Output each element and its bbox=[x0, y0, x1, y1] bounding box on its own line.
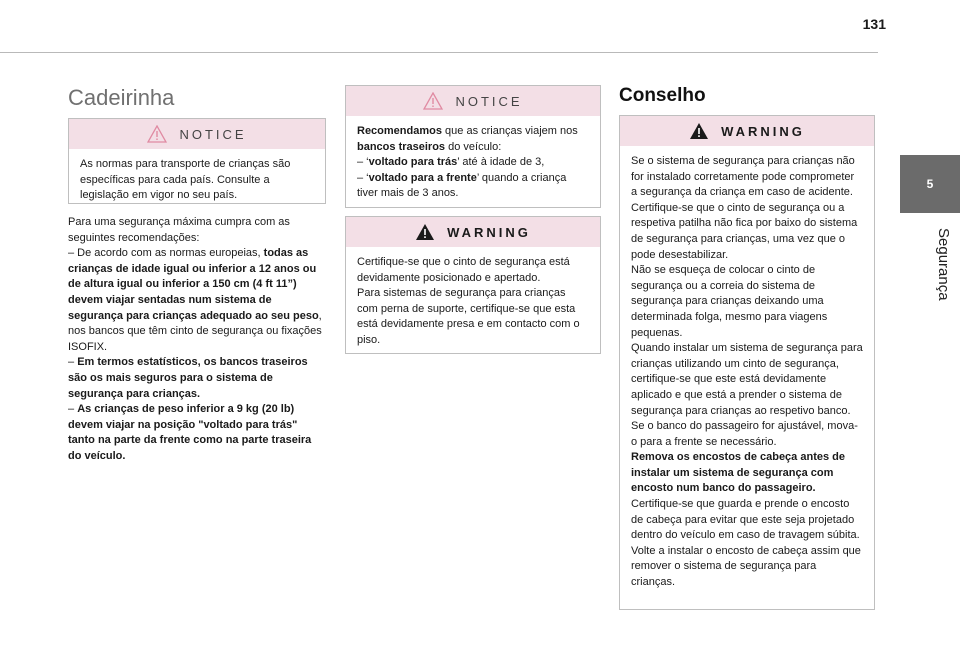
warning-header bbox=[620, 116, 874, 146]
notice-body bbox=[69, 149, 325, 212]
notice-line-2: – ‘voltado para a frente’ quando a criança tiver mais de 3 anos. bbox=[357, 171, 567, 199]
warning-label: WARNING bbox=[447, 224, 531, 240]
notice-box-norms bbox=[68, 118, 326, 204]
list-item-1: – De acordo com as normas europeias, todas as crianças de idade igual ou inferior a 12 anos ou de altura igual ou inferior a 150 cm (4 ft 11”) devem viajar sentadas num sistema de segurança para crianças adequado ao seu peso, nos bancos que têm cinto de segurança ou fixações ISOFIX. bbox=[68, 247, 322, 353]
notice-label: NOTICE bbox=[179, 126, 247, 142]
warning-para-2: Para sistemas de segurança para crianças com perna de suporte, certifique-se que esta está devidamente presa e em contacto com o piso. bbox=[357, 287, 580, 346]
list-item-3: – As crianças de peso inferior a 9 kg (20 lb) devem viajar na posição "voltado para trás" tanto na parte da frente como na parte traseira do veículo. bbox=[68, 403, 312, 462]
warning-para-1: Se o sistema de segurança para crianças não for instalado corretamente pode comprometer a segurança da criança em caso de acidente. bbox=[631, 155, 855, 199]
recommendations-text bbox=[68, 215, 326, 465]
notice-lead: Recomendamos que as crianças viajem nos bancos traseiros do veículo: bbox=[357, 125, 578, 153]
notice-header bbox=[346, 86, 600, 116]
header-rule bbox=[0, 52, 878, 53]
warning-box-belt bbox=[345, 216, 601, 354]
warning-label: WARNING bbox=[721, 123, 805, 139]
chapter-tab[interactable]: 5 bbox=[900, 155, 960, 213]
warning-body bbox=[620, 146, 874, 599]
section-title-cadeirinha: Cadeirinha bbox=[68, 85, 175, 110]
page-number: 131 bbox=[862, 16, 886, 32]
warning-para-6: Certifique-se que guarda e prende o encosto de cabeça para evitar que este seja projetado dentro do veículo em caso de travagem súbita. Volte a instalar o encosto de cabeça assim que remover o sistema de segurança para crianças. bbox=[631, 498, 861, 589]
notice-box-seats bbox=[345, 85, 601, 208]
warning-body bbox=[346, 247, 600, 356]
warning-header bbox=[346, 217, 600, 247]
notice-header bbox=[69, 119, 325, 149]
list-item-2: – Em termos estatísticos, os bancos traseiros são os mais seguros para o sistema de segurança para crianças. bbox=[68, 356, 308, 400]
notice-line-1: – ‘voltado para trás’ até à idade de 3, bbox=[357, 156, 545, 168]
warning-triangle-icon bbox=[689, 122, 709, 140]
warning-para-4: Quando instalar um sistema de segurança para crianças utilizando um cinto de segurança, certifique-se que este está devidamente aplicado e que está a prender o sistema de segurança para crianças ao respetivo banco. Se o banco do passageiro for ajustável, mova-o para a frente se necessário. bbox=[631, 342, 863, 448]
warning-para-2: Certifique-se que o cinto de segurança ou a respetiva patilha não fica por baixo do sistema de segurança para crianças, uma vez que o pode desestabilizar. bbox=[631, 201, 858, 261]
notice-label: NOTICE bbox=[455, 93, 523, 109]
notice-body bbox=[346, 116, 600, 210]
warning-triangle-icon bbox=[147, 125, 167, 143]
warning-para-3: Não se esqueça de colocar o cinto de segurança ou a correia do sistema de segurança para crianças deixando uma determinada folga, mesmo para viagens pequenas. bbox=[631, 264, 828, 339]
notice-text: As normas para transporte de crianças são específicas para cada país. Consulte a legislação em vigor no seu país. bbox=[80, 158, 291, 201]
intro-text: Para uma segurança máxima cumpra com as seguintes recomendações: bbox=[68, 216, 290, 244]
warning-box-advice bbox=[619, 115, 875, 610]
chapter-title: Segurança bbox=[935, 228, 952, 301]
warning-triangle-icon bbox=[415, 223, 435, 241]
warning-para-1: Certifique-se que o cinto de segurança está devidamente posicionado e apertado. bbox=[357, 256, 570, 284]
section-title-conselho: Conselho bbox=[619, 85, 706, 106]
warning-triangle-icon bbox=[423, 92, 443, 110]
warning-para-5: Remova os encostos de cabeça antes de instalar um sistema de segurança com encosto num banco do passageiro. bbox=[631, 451, 845, 495]
